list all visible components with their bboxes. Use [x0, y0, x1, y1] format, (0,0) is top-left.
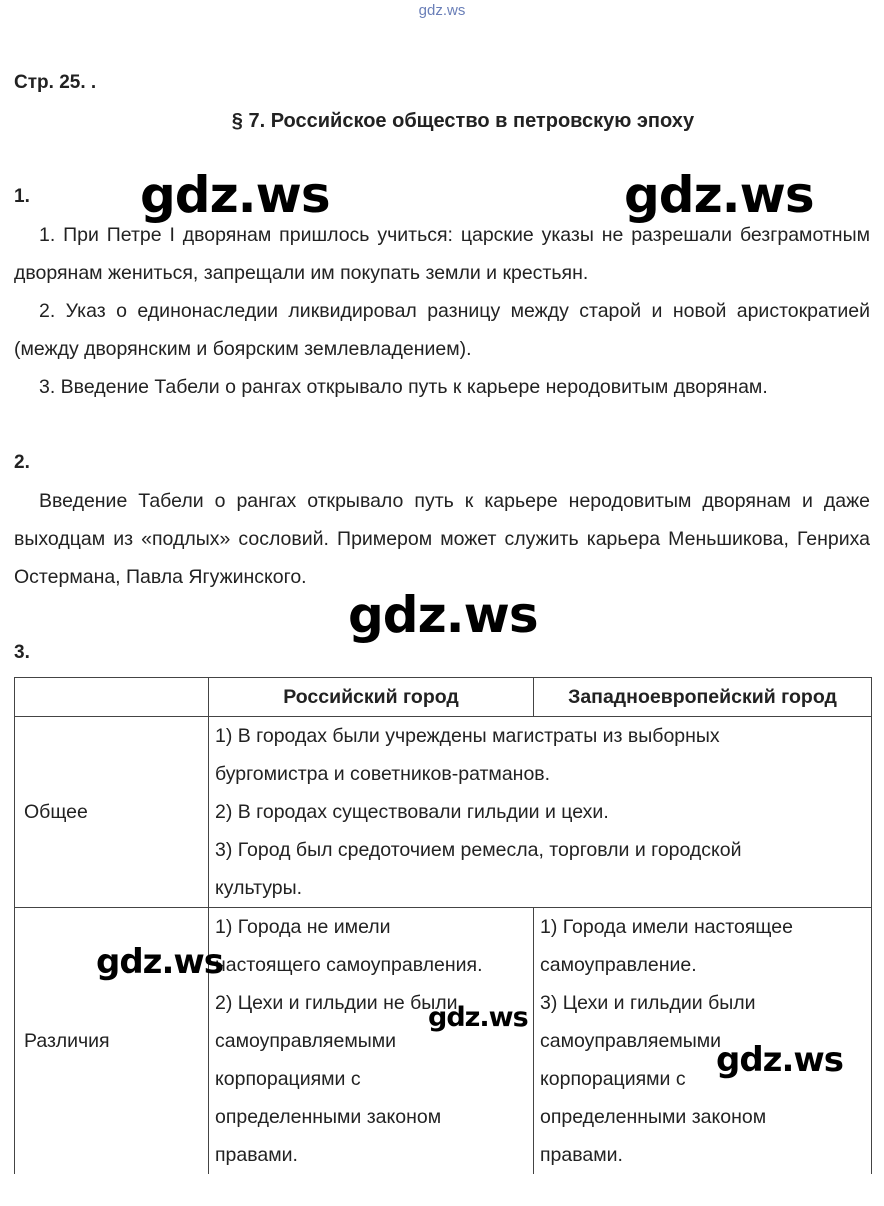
common-line: культуры. [215, 877, 303, 899]
diff-russian-cell [209, 908, 534, 1175]
top-watermark: gdz.ws [418, 2, 466, 19]
q1-item-2: 2. Указ о единонаследии ликвидировал разницу между старой и новой аристократией (между дворянским и боярским землевладением). [14, 300, 870, 360]
section-title: § 7. Российское общество в петровскую эпоху [231, 110, 695, 132]
header-empty-cell [15, 678, 209, 717]
common-line: бургомистра и советников-ратманов. [215, 763, 551, 785]
header-russian-city: Российский город [209, 678, 534, 717]
diff-western-line: самоуправление. [540, 954, 697, 976]
q2-text: Введение Табели о рангах открывало путь к карьере неродовитым дворянам и даже выходцам из «подлых» сословий. Примером может служить карьера Меньшикова, Генриха Остермана, Павла Ягужинского. [14, 490, 870, 588]
question-2-number: 2. [14, 452, 30, 473]
table-header-row [15, 678, 872, 717]
watermark-logo: gdz.ws [624, 166, 814, 224]
diff-russian-line: настоящего самоуправления. [215, 954, 483, 976]
comparison-table [14, 677, 872, 1174]
q1-item-1: 1. При Петре I дворянам пришлось учиться: царские указы не разрешали безграмотным дворянам жениться, запрещали им покупать земли и крестьян. [14, 224, 870, 284]
common-cell [209, 717, 872, 908]
watermark-logo: gdz.ws [716, 1040, 844, 1080]
row-label-common: Общее [15, 717, 209, 908]
diff-russian-line: корпорациями с [215, 1068, 361, 1090]
diff-russian-line: правами. [215, 1144, 298, 1166]
watermark-logo: gdz.ws [96, 942, 224, 982]
row-label-differences: Различия [15, 908, 209, 1175]
common-line: 2) В городах существовали гильдии и цехи. [215, 801, 609, 823]
watermark-logo: gdz.ws [140, 166, 330, 224]
diff-western-line: 3) Цехи и гильдии были [540, 992, 756, 1014]
common-line: 3) Город был средоточием ремесла, торговли и городской [215, 839, 742, 861]
diff-russian-line: 2) Цехи и гильдии не были [215, 992, 458, 1014]
diff-western-line: самоуправляемыми [540, 1030, 722, 1052]
watermark-logo: gdz.ws [428, 1002, 528, 1033]
common-line: 1) В городах были учреждены магистраты из выборных [215, 725, 720, 747]
diff-russian-line: самоуправляемыми [215, 1030, 397, 1052]
q1-item-3: 3. Введение Табели о рангах открывало путь к карьере неродовитым дворянам. [39, 376, 768, 398]
question-3-number: 3. [14, 642, 30, 663]
diff-western-line: 1) Города имели настоящее [540, 916, 793, 938]
diff-western-line: корпорациями с [540, 1068, 686, 1090]
table-row-common [15, 717, 872, 908]
diff-russian-line: определенными законом [215, 1106, 442, 1128]
question-1-number: 1. [14, 186, 30, 207]
diff-russian-line: 1) Города не имели [215, 916, 391, 938]
diff-western-line: правами. [540, 1144, 623, 1166]
page-reference: Стр. 25. . [14, 72, 97, 93]
header-western-city: Западноевропейский город [534, 678, 872, 717]
watermark-logo: gdz.ws [348, 586, 538, 644]
diff-western-line: определенными законом [540, 1106, 767, 1128]
